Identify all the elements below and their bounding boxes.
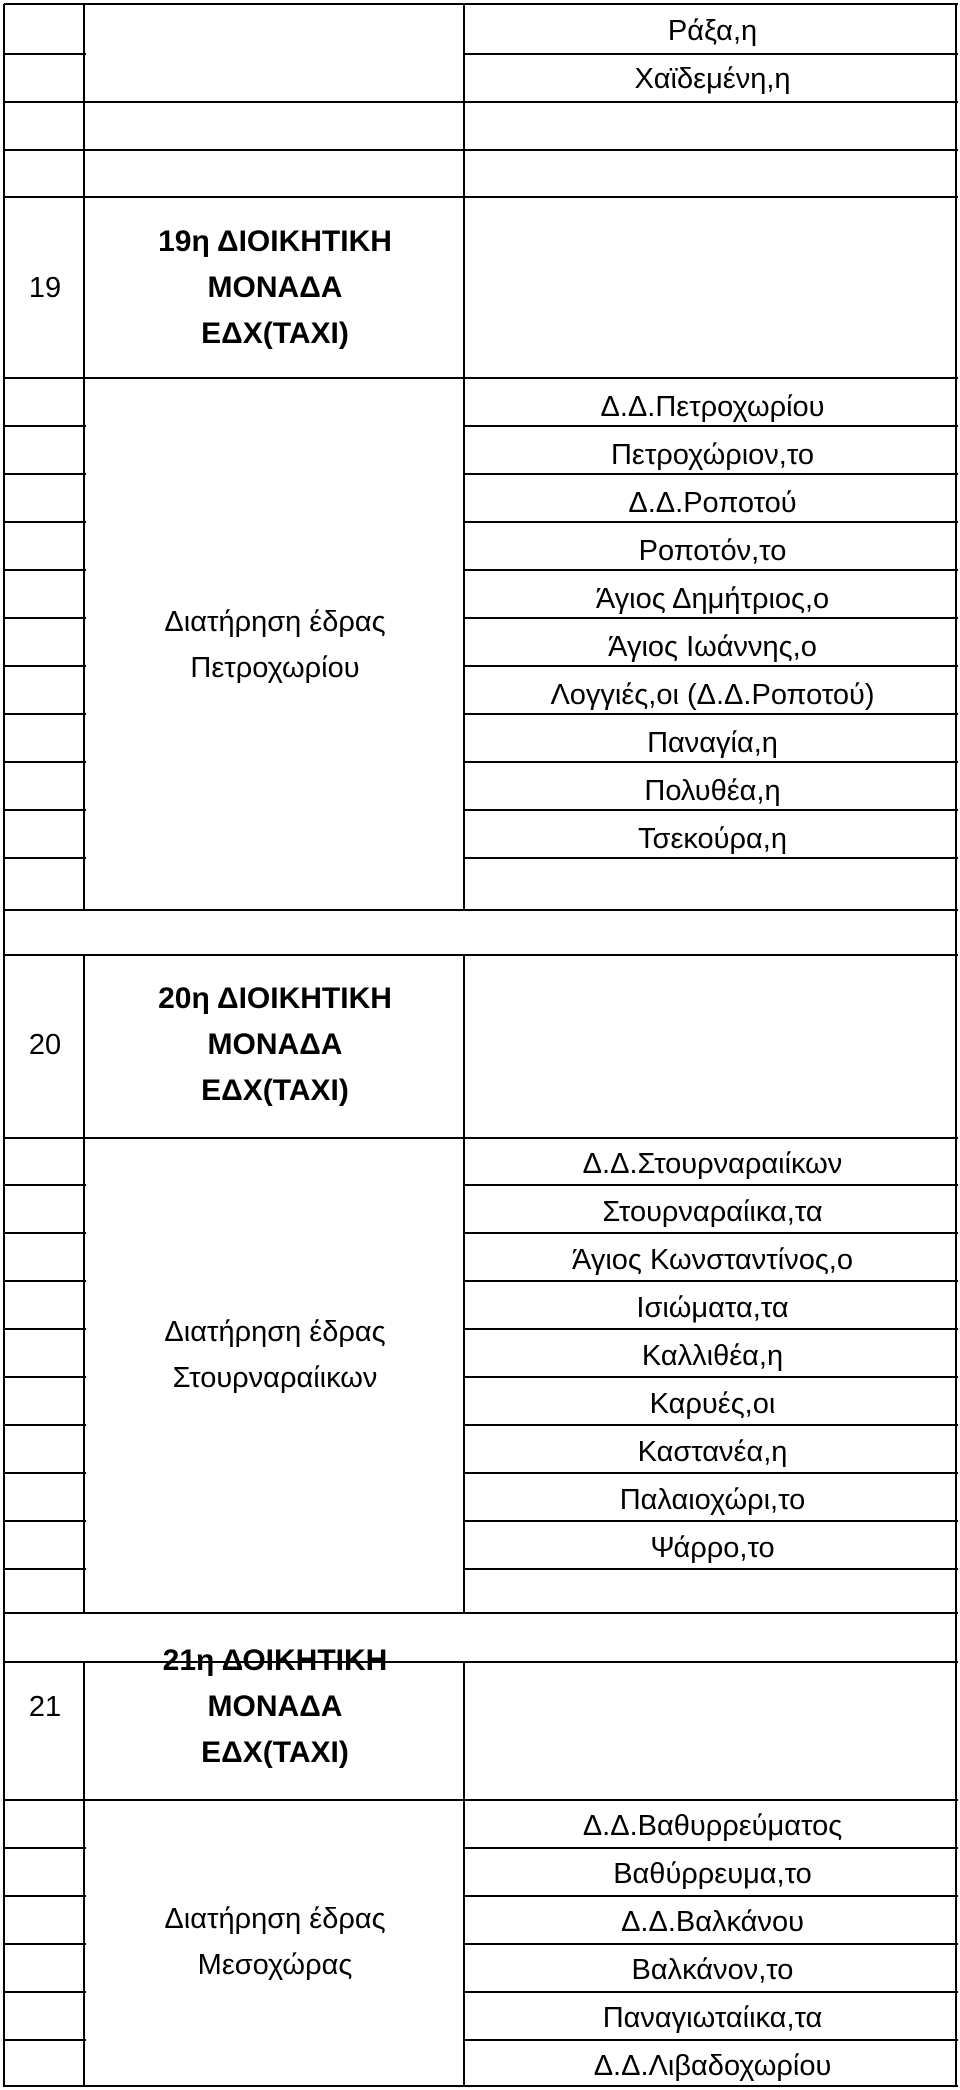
table-rule (4, 1895, 86, 1897)
place-name: Στουρναραίικα,τα (602, 1196, 823, 1228)
row-number: 20 (28, 1029, 62, 1061)
place-name: Ισιώματα,τα (636, 1292, 789, 1324)
table-rule (4, 3, 958, 5)
table-rule (4, 809, 86, 811)
place-name: Άγιος Ιωάννης,ο (608, 631, 817, 663)
table-rule (4, 1943, 86, 1945)
table-rule (4, 1184, 86, 1186)
place-name: Λογγιές,οι (Δ.Δ.Ροποτού) (550, 679, 875, 711)
table-rule (4, 1424, 86, 1426)
table-rule (3, 4, 5, 2087)
table-rule (4, 954, 958, 956)
place-name: Καρυές,οι (649, 1388, 776, 1420)
table-rule (4, 761, 86, 763)
unit-title: 21η ΔΟΙΚΗΤΙΚΗ ΜΟΝΑΔΑ ΕΔΧ(ΤΑΧΙ) (162, 1644, 388, 1769)
table-rule (4, 713, 86, 715)
table-rule (4, 1612, 958, 1614)
table-rule (4, 665, 86, 667)
place-name: Τσεκούρα,η (638, 823, 787, 855)
place-name: Πολυθέα,η (644, 775, 781, 807)
table-rule (4, 1328, 86, 1330)
table-rule (4, 1232, 86, 1234)
place-name: Καλλιθέα,η (641, 1340, 784, 1372)
table-rule (4, 857, 86, 859)
place-name: Άγιος Κωνσταντίνος,ο (572, 1244, 853, 1276)
table-rule (4, 1568, 86, 1570)
place-name: Άγιος Δημήτριος,ο (595, 583, 830, 615)
table-rule (4, 1472, 86, 1474)
place-name: Δ.Δ.Στουρναραιίκων (582, 1148, 843, 1180)
table-rule (4, 149, 958, 151)
seat-description: Διατήρηση έδρας Μεσοχώρας (164, 1903, 386, 1981)
unit-title: 20η ΔΙΟΙΚΗΤΙΚΗ ΜΟΝΑΔΑ ΕΔΧ(ΤΑΧΙ) (158, 982, 392, 1107)
place-name: Παλαιοχώρι,το (619, 1484, 806, 1516)
table-rule (4, 1280, 86, 1282)
table-rule (4, 53, 86, 55)
table-rule (4, 2039, 86, 2041)
table-rule (83, 1662, 85, 2087)
table-rule (4, 425, 86, 427)
place-name: Δ.Δ.Βαθυρρεύματος (582, 1810, 843, 1842)
place-name: Παναγία,η (647, 727, 778, 759)
place-name: Παναγιωταίικα,τα (602, 2002, 823, 2034)
place-name: Ψάρρο,το (650, 1532, 775, 1564)
place-name: Πετροχώριον,το (610, 439, 815, 471)
table-rule (4, 1376, 86, 1378)
place-name: Δ.Δ.Βαλκάνου (621, 1906, 804, 1938)
table-rule (4, 1799, 958, 1801)
table-rule (4, 473, 86, 475)
table-rule (4, 1520, 86, 1522)
table-rule (4, 1991, 86, 1993)
table-rule (4, 1137, 958, 1139)
places-list (465, 383, 960, 863)
unit-title: 19η ΔΙΟΙΚΗΤΙΚΗ ΜΟΝΑΔΑ ΕΔΧ(ΤΑΧΙ) (158, 225, 392, 350)
place-name: Βαθύρρευμα,το (613, 1858, 812, 1890)
place-name: Δ.Δ.Λιβαδοχωρίου (593, 2050, 832, 2082)
places-list (465, 1802, 960, 2090)
table-rule (4, 521, 86, 523)
place-name: Βαλκάνον,το (631, 1954, 794, 1986)
table-rule (4, 617, 86, 619)
place-name: Ράξα,η (667, 15, 758, 47)
table-rule (4, 909, 958, 911)
table-rule (4, 1847, 86, 1849)
place-name: Δ.Δ.Πετροχωρίου (600, 391, 825, 423)
table-rule (4, 569, 86, 571)
seat-description: Διατήρηση έδρας Πετροχωρίου (164, 606, 386, 684)
place-name: Χαϊδεμένη,η (634, 63, 791, 95)
seat-description: Διατήρηση έδρας Στουρναραίικων (164, 1316, 386, 1394)
table-rule (83, 4, 85, 910)
place-name: Καστανέα,η (637, 1436, 788, 1468)
row-number: 21 (28, 1691, 62, 1723)
place-name: Ροποτόν,το (638, 535, 787, 567)
table-rule (955, 4, 957, 2087)
table-rule (4, 196, 958, 198)
table-rule (4, 377, 958, 379)
row-number: 19 (28, 272, 62, 304)
places-list (465, 1140, 960, 1572)
place-name: Δ.Δ.Ροποτού (628, 487, 797, 519)
